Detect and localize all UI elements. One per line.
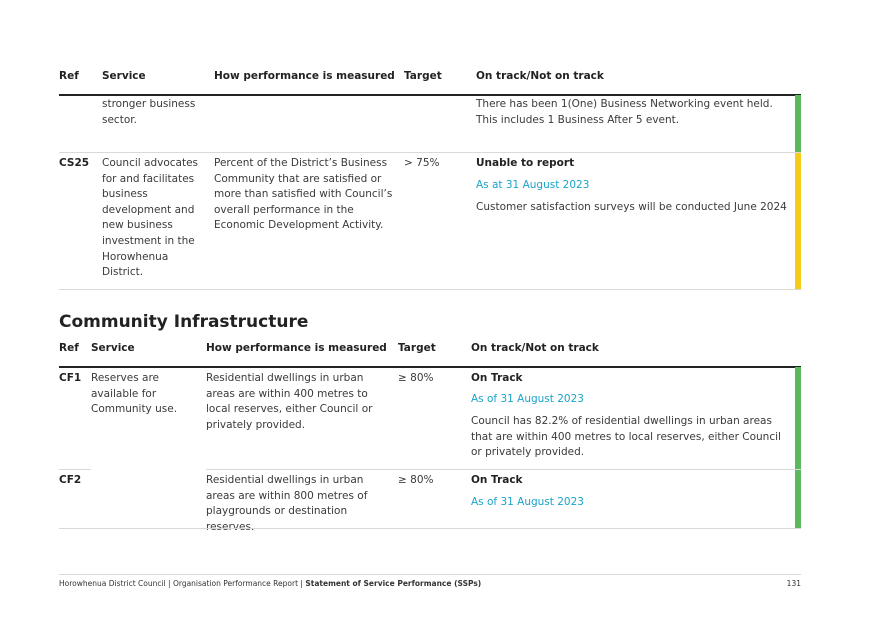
table2-row0-status-date: As of 31 August 2023 [471,393,584,405]
table1-row1-status-text: Customer satisfaction surveys will be conducted June 2024 [476,201,787,213]
table2-row1-measure: Residential dwellings in urban areas are within 800 metres of playgrounds or destination reserves. [206,474,368,533]
footer-left: Horowhenua District Council | Organisation Performance Report | [59,579,306,588]
table2-row0-status-title: On Track [471,372,523,384]
table1-row0-status-bar [795,95,801,152]
table1-header-ref: Ref [59,70,79,82]
table2-header-target: Target [398,342,436,354]
page-number: 131 [786,579,801,588]
table2-row1-status-title: On Track [471,474,523,486]
table2-row0-target: ≥ 80% [398,372,434,384]
table2-row1-status-bar [795,470,801,528]
table1-header-service: Service [102,70,146,82]
table1-bottom-rule [59,289,801,290]
table1-header-measure: How performance is measured [214,70,395,82]
table2-row0-service: Reserves are available for Community use. [91,372,178,416]
table1-row1-measure: Percent of the District’s Business Community that are satisfied or more than satisfied with Council’s overall performance in the Economic Development Activity. [214,157,393,232]
table1-row0-service: stronger business sector. [102,98,196,126]
table2-row1-target: ≥ 80% [398,474,434,486]
table2-row0-ref: CF1 [59,372,82,384]
table1-row1-status-bar [795,153,801,290]
table2-row0-status-text: Council has 82.2% of residential dwellings in urban areas that are within 400 metres to local reserves, either Council or privately provided. [471,415,781,459]
table2-row-divider-ref [59,469,91,470]
table1-row0-status-text: There has been 1(One) Business Networking event held. This includes 1 Business After 5 event. [476,98,773,126]
table2-header-measure: How performance is measured [206,342,387,354]
footer-left-bold: Statement of Service Performance (SSPs) [305,579,482,588]
table2-row-divider [206,469,801,470]
table2-row0-status-bar [795,367,801,469]
footer-text [59,579,481,588]
section-title: Community Infrastructure [59,312,309,332]
table2-bottom-rule [59,528,801,529]
table2-row1-status-date: As of 31 August 2023 [471,496,584,508]
table1-row-divider [59,152,801,153]
table1-row1-ref: CS25 [59,157,90,169]
table2-header-rule [59,366,801,368]
table2-header-ref: Ref [59,342,79,354]
table2-header-status: On track/Not on track [471,342,599,354]
table1-header-target: Target [404,70,442,82]
table1-row1-status-title: Unable to report [476,157,575,169]
table1-row1-service: Council advocates for and facilitates business development and new business investment in the Horowhenua District. [102,157,199,279]
footer-rule [59,574,801,575]
table1-row1-target: > 75% [404,157,440,169]
table2-header-service: Service [91,342,135,354]
table2-row0-measure: Residential dwellings in urban areas are within 400 metres to local reserves, either Council or privately provided. [206,372,373,431]
table1-header-status: On track/Not on track [476,70,604,82]
table2-row1-ref: CF2 [59,474,82,486]
table1-row1-status-date: As at 31 August 2023 [476,179,590,191]
table1-header-rule [59,94,801,96]
